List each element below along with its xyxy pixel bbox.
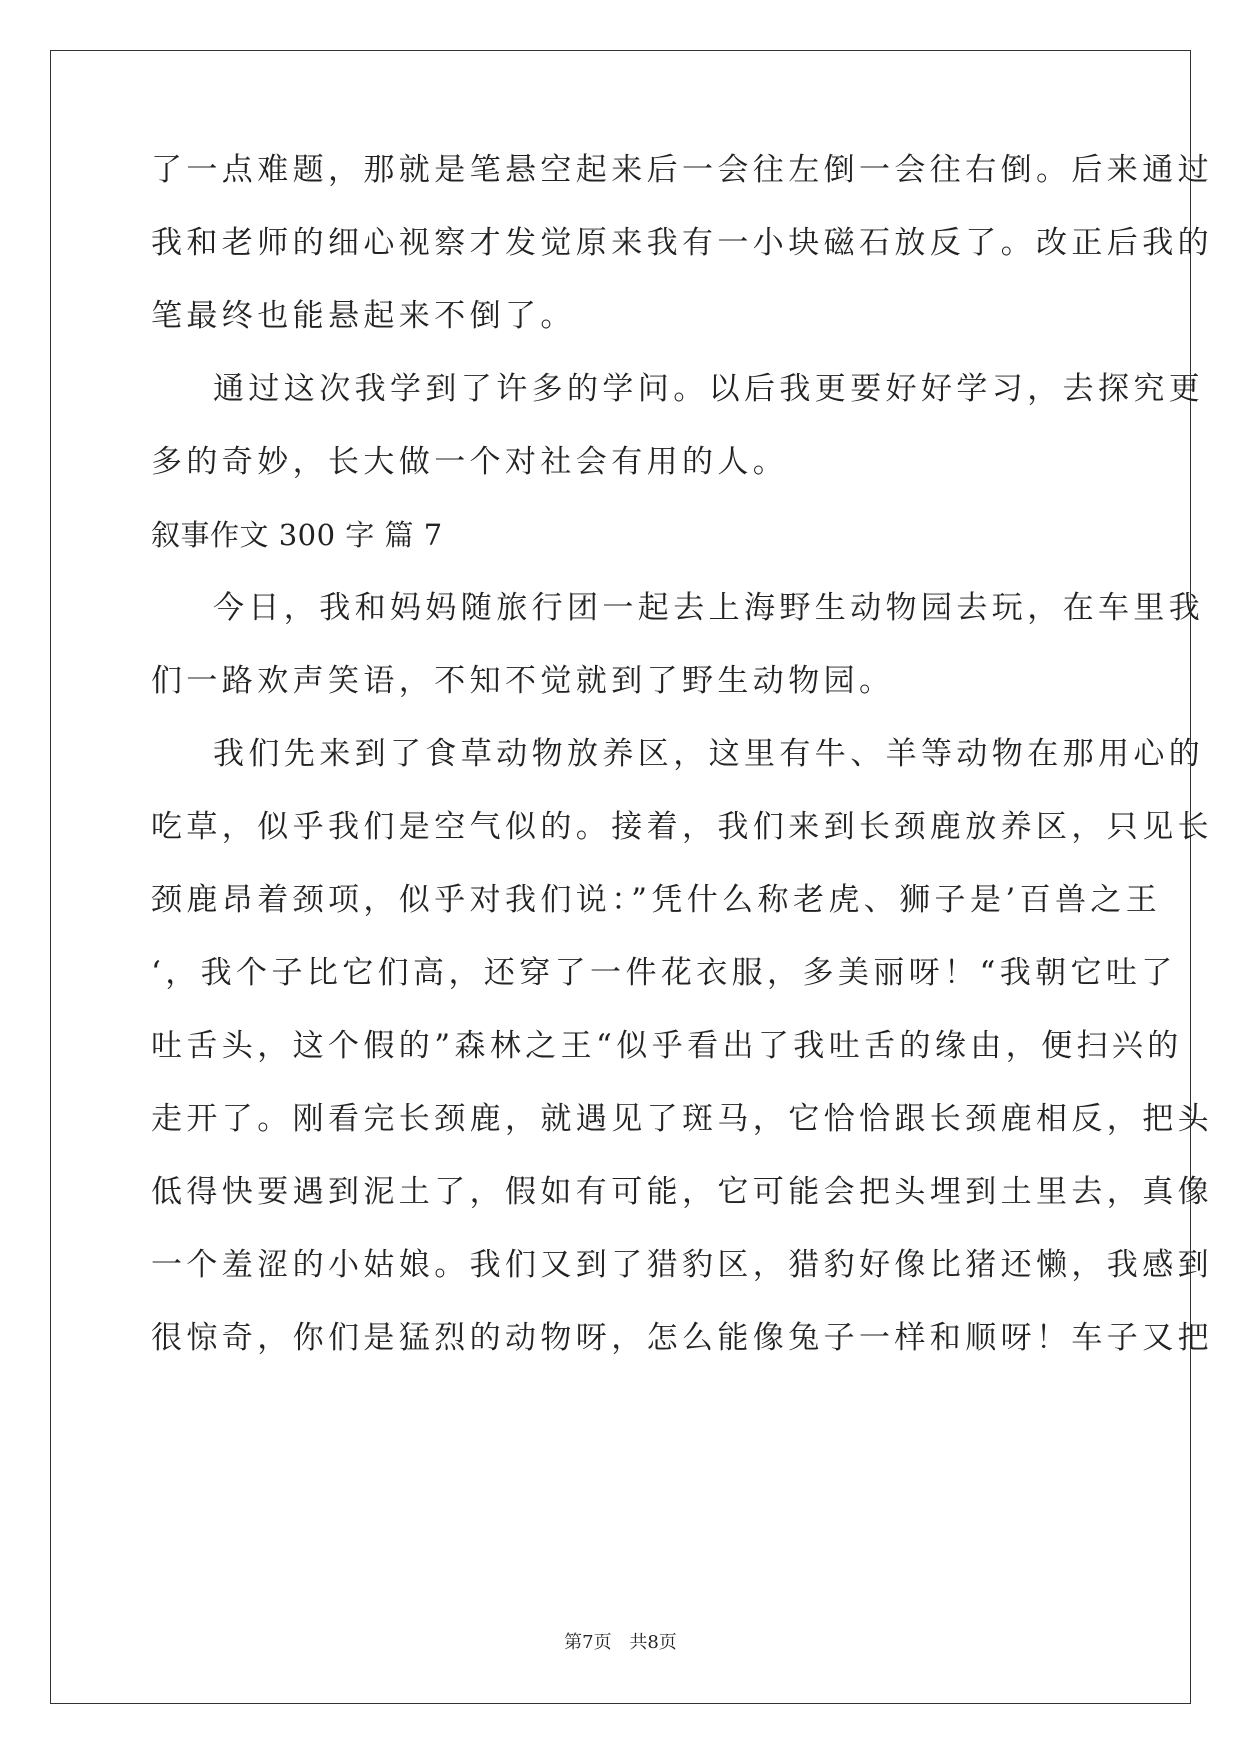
paragraph-line: 很惊奇，你们是猛烈的动物呀，怎么能像兔子一样和顺呀！车子又把	[151, 1320, 1213, 1356]
paragraph-line: 我和老师的细心视察才发觉原来我有一小块磁石放反了。改正后我的	[151, 225, 1213, 261]
paragraph-line: 们一路欢声笑语，不知不觉就到了野生动物园。	[151, 663, 895, 699]
paragraph-line: ‘，我个子比它们高，还穿了一件花衣服，多美丽呀！“我朝它吐了	[151, 955, 1177, 991]
paragraph-line: 通过这次我学到了许多的学问。以后我更要好好学习，去探究更	[213, 371, 1205, 407]
paragraph-line: 低得快要遇到泥土了，假如有可能，它可能会把头埋到土里去，真像	[151, 1174, 1213, 1210]
page-total: 共8页	[629, 1632, 677, 1653]
paragraph-line: 走开了。刚看完长颈鹿，就遇见了斑马，它恰恰跟长颈鹿相反，把头	[151, 1101, 1213, 1137]
paragraph-line: 多的奇妙，长大做一个对社会有用的人。	[151, 444, 789, 480]
paragraph-line: 我们先来到了食草动物放养区，这里有牛、羊等动物在那用心的	[213, 736, 1205, 772]
paragraph-line: 吐舌头，这个假的”森林之王“似乎看出了我吐舌的缘由，便扫兴的	[151, 1028, 1183, 1064]
page-number: 第7页	[564, 1632, 612, 1653]
paragraph-line: 吃草，似乎我们是空气似的。接着，我们来到长颈鹿放养区，只见长	[151, 809, 1213, 845]
paragraph-line: 笔最终也能悬起来不倒了。	[151, 298, 576, 334]
paragraph-line: 颈鹿昂着颈项，似乎对我们说：”凭什么称老虎、狮子是’百兽之王	[151, 882, 1162, 918]
paragraph-line: 一个羞涩的小姑娘。我们又到了猎豹区，猎豹好像比猪还懒，我感到	[151, 1247, 1213, 1283]
section-heading: 叙事作文 300 字 篇 7	[151, 518, 443, 552]
paragraph-line: 今日，我和妈妈随旅行团一起去上海野生动物园去玩，在车里我	[213, 590, 1205, 626]
page-footer	[0, 1628, 1241, 1654]
paragraph-line: 了一点难题，那就是笔悬空起来后一会往左倒一会往右倒。后来通过	[151, 152, 1213, 188]
